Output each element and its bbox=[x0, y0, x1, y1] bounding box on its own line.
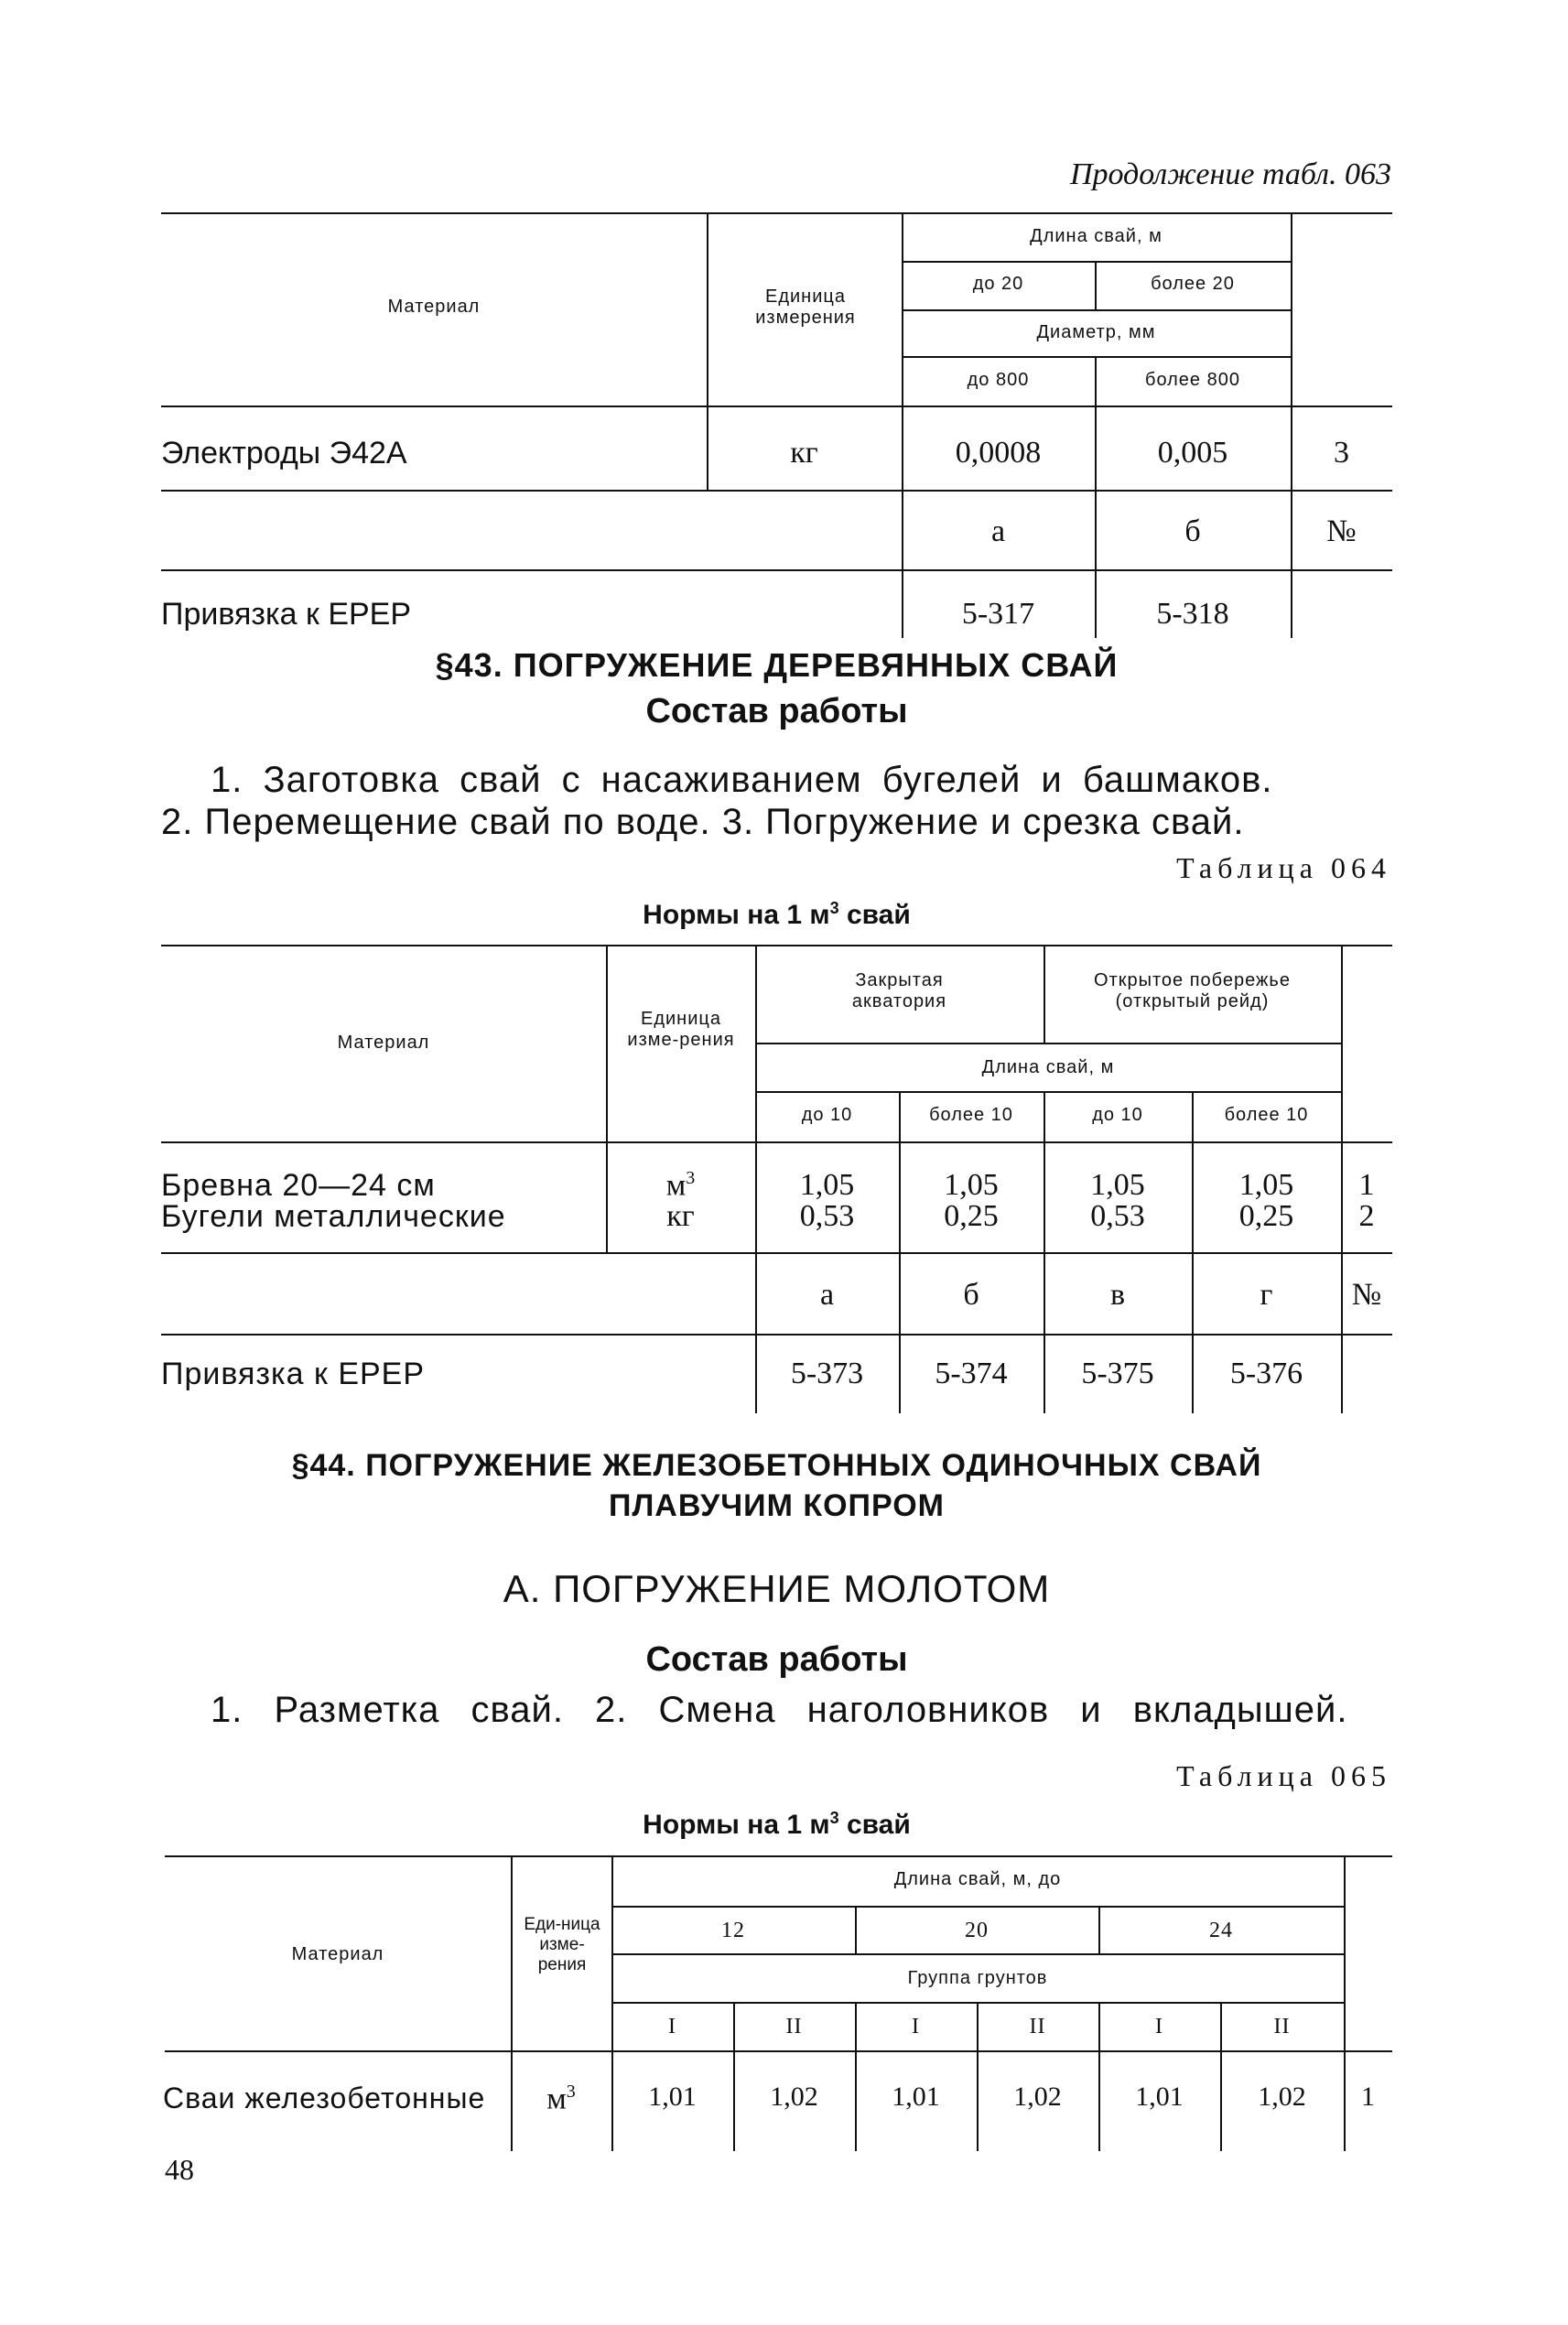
header-group: II bbox=[1273, 2015, 1291, 2038]
row-unit bbox=[511, 2082, 611, 2116]
header-length-24: 24 bbox=[1209, 1919, 1233, 1942]
table-064-label: Таблица 064 bbox=[1176, 851, 1391, 884]
rule bbox=[1095, 356, 1097, 638]
unit-superscript: 3 bbox=[686, 1168, 696, 1188]
row-name: Электроды Э42А bbox=[161, 436, 407, 470]
row-value: 0,25 bbox=[944, 1199, 999, 1233]
rule bbox=[161, 1141, 1392, 1143]
row-value: 1,02 bbox=[770, 2082, 818, 2112]
rule bbox=[161, 406, 1392, 407]
section-44-title: §44. ПОГРУЖЕНИЕ ЖЕЛЕЗОБЕТОННЫХ ОДИНОЧНЫХ СВАЙ bbox=[291, 1448, 1262, 1483]
header-pile-length: Длина свай, м bbox=[1030, 226, 1162, 246]
header-to-10: до 10 bbox=[1092, 1105, 1143, 1125]
row-value: 1,02 bbox=[1258, 2082, 1306, 2112]
rule bbox=[755, 1043, 1341, 1044]
row-unit: кг bbox=[790, 436, 818, 470]
row-value: 1,05 bbox=[1090, 1168, 1145, 1202]
unit-text: м bbox=[665, 1168, 687, 1203]
link-code: 5-374 bbox=[935, 1357, 1008, 1390]
table-continuation-label: Продолжение табл. 063 bbox=[1069, 157, 1391, 191]
header-material: Материал bbox=[387, 297, 481, 317]
link-code: 5-318 bbox=[1156, 597, 1229, 631]
header-open-coast: Открытое побережье (открытый рейд) bbox=[1094, 970, 1291, 1011]
header-soil-group: Группа грунтов bbox=[907, 1968, 1048, 1988]
header-unit: Единица измерения bbox=[755, 287, 856, 328]
row-value: 1,02 bbox=[1013, 2082, 1062, 2112]
section-43-text-line: 2. Перемещение свай по воде. 3. Погружение и срезка свай. bbox=[161, 802, 1245, 842]
rule bbox=[161, 945, 1392, 946]
header-to-20: до 20 bbox=[972, 274, 1024, 294]
caption-superscript: 3 bbox=[829, 1809, 839, 1827]
row-value: 1,01 bbox=[1135, 2082, 1184, 2112]
caption-text: Нормы на 1 м bbox=[643, 1810, 830, 1840]
link-label: Привязка к ЕРЕР bbox=[161, 1357, 426, 1391]
column-letter: б bbox=[1184, 514, 1201, 548]
row-number: 3 bbox=[1334, 436, 1349, 470]
header-to-10: до 10 bbox=[801, 1105, 853, 1125]
rule bbox=[1291, 212, 1292, 638]
section-43-title: §43. ПОГРУЖЕНИЕ ДЕРЕВЯННЫХ СВАЙ bbox=[435, 646, 1119, 684]
column-letter: а bbox=[990, 514, 1006, 548]
row-name: Бугели металлические bbox=[161, 1199, 506, 1234]
rule bbox=[1044, 945, 1045, 1043]
header-over-10: более 10 bbox=[929, 1105, 1013, 1125]
header-over-800: более 800 bbox=[1145, 370, 1240, 390]
header-length-12: 12 bbox=[721, 1919, 745, 1942]
header-group: I bbox=[912, 2015, 920, 2038]
header-over-20: более 20 bbox=[1151, 274, 1235, 294]
row-value: 0,25 bbox=[1238, 1199, 1294, 1233]
section-43-text-line: 1. Заготовка свай с насаживанием бугелей и башмаков. bbox=[211, 760, 1273, 800]
row-value: 1,05 bbox=[944, 1168, 999, 1202]
header-to-800: до 800 bbox=[967, 370, 1030, 390]
header-pile-length: Длина свай, м bbox=[981, 1057, 1115, 1077]
rule bbox=[755, 1091, 1341, 1093]
row-value: 0,53 bbox=[1090, 1199, 1145, 1233]
link-code: 5-317 bbox=[961, 597, 1035, 631]
header-material: Материал bbox=[291, 1944, 384, 1964]
rule bbox=[611, 1906, 1344, 1908]
unit-superscript: 3 bbox=[566, 2082, 576, 2102]
column-letter: б bbox=[963, 1278, 979, 1312]
header-length-20: 20 bbox=[965, 1919, 989, 1942]
row-value: 0,53 bbox=[799, 1199, 855, 1233]
row-unit bbox=[606, 1168, 755, 1203]
row-value: 1,05 bbox=[1238, 1168, 1294, 1202]
row-name: Сваи железобетонные bbox=[163, 2082, 486, 2114]
caption-text: Нормы на 1 м bbox=[643, 900, 830, 930]
rule bbox=[161, 1252, 1392, 1254]
row-number: 1 bbox=[1358, 1168, 1375, 1202]
link-code: 5-376 bbox=[1229, 1357, 1303, 1390]
rule bbox=[165, 1855, 1392, 1857]
rule bbox=[165, 2050, 1392, 2052]
table-065-label: Таблица 065 bbox=[1176, 1759, 1391, 1792]
table-064-caption bbox=[161, 899, 1392, 931]
row-value: 0,005 bbox=[1157, 436, 1228, 470]
header-diameter: Диаметр, мм bbox=[1036, 322, 1156, 342]
row-value: 1,01 bbox=[892, 2082, 940, 2112]
link-code: 5-375 bbox=[1081, 1357, 1154, 1390]
table-065-caption bbox=[161, 1809, 1392, 1841]
header-closed-water: Закрытая акватория bbox=[851, 970, 947, 1011]
rule bbox=[161, 212, 1392, 214]
page-number: 48 bbox=[165, 2153, 194, 2186]
header-unit: Единица изме-рения bbox=[627, 1009, 735, 1050]
row-number: 2 bbox=[1358, 1199, 1375, 1233]
row-name: Бревна 20—24 см bbox=[161, 1168, 436, 1203]
rule bbox=[161, 1334, 1392, 1336]
number-sign: № bbox=[1326, 514, 1357, 548]
header-unit: Еди-ница изме-рения bbox=[524, 1915, 600, 1974]
rule bbox=[902, 309, 1291, 311]
unit-text: м bbox=[546, 2082, 567, 2116]
caption-text: свай bbox=[838, 1810, 911, 1840]
section-44-text-line: 1. Разметка свай. 2. Смена наголовников и вкладышей. bbox=[211, 1690, 1348, 1730]
caption-text: свай bbox=[838, 900, 911, 930]
column-letter: в bbox=[1109, 1278, 1126, 1312]
header-material: Материал bbox=[337, 1033, 430, 1053]
column-letter: а bbox=[819, 1278, 835, 1312]
row-number: 1 bbox=[1361, 2082, 1375, 2112]
section-43-subtitle: Состав работы bbox=[645, 692, 908, 730]
section-44-title: ПЛАВУЧИМ КОПРОМ bbox=[609, 1488, 945, 1523]
section-44-subtitle: Состав работы bbox=[645, 1640, 908, 1679]
row-value: 0,0008 bbox=[955, 436, 1042, 470]
header-pile-length: Длина свай, м, до bbox=[893, 1869, 1062, 1889]
subsection-a-title: А. ПОГРУЖЕНИЕ МОЛОТОМ bbox=[503, 1567, 1051, 1610]
row-value: 1,05 bbox=[799, 1168, 855, 1202]
header-group: I bbox=[668, 2015, 676, 2038]
header-group: II bbox=[785, 2015, 803, 2038]
header-group: I bbox=[1155, 2015, 1163, 2038]
link-label: Привязка к ЕРЕР bbox=[161, 597, 412, 632]
rule bbox=[161, 569, 1392, 571]
number-sign: № bbox=[1351, 1278, 1382, 1312]
header-group: II bbox=[1029, 2015, 1046, 2038]
row-value: 1,01 bbox=[648, 2082, 697, 2112]
rule bbox=[611, 1953, 1344, 1955]
caption-superscript: 3 bbox=[829, 899, 839, 917]
link-code: 5-373 bbox=[790, 1357, 864, 1390]
header-over-10: более 10 bbox=[1224, 1105, 1309, 1125]
rule bbox=[161, 490, 1392, 492]
column-letter: г bbox=[1260, 1278, 1273, 1312]
row-unit: кг bbox=[666, 1199, 695, 1233]
